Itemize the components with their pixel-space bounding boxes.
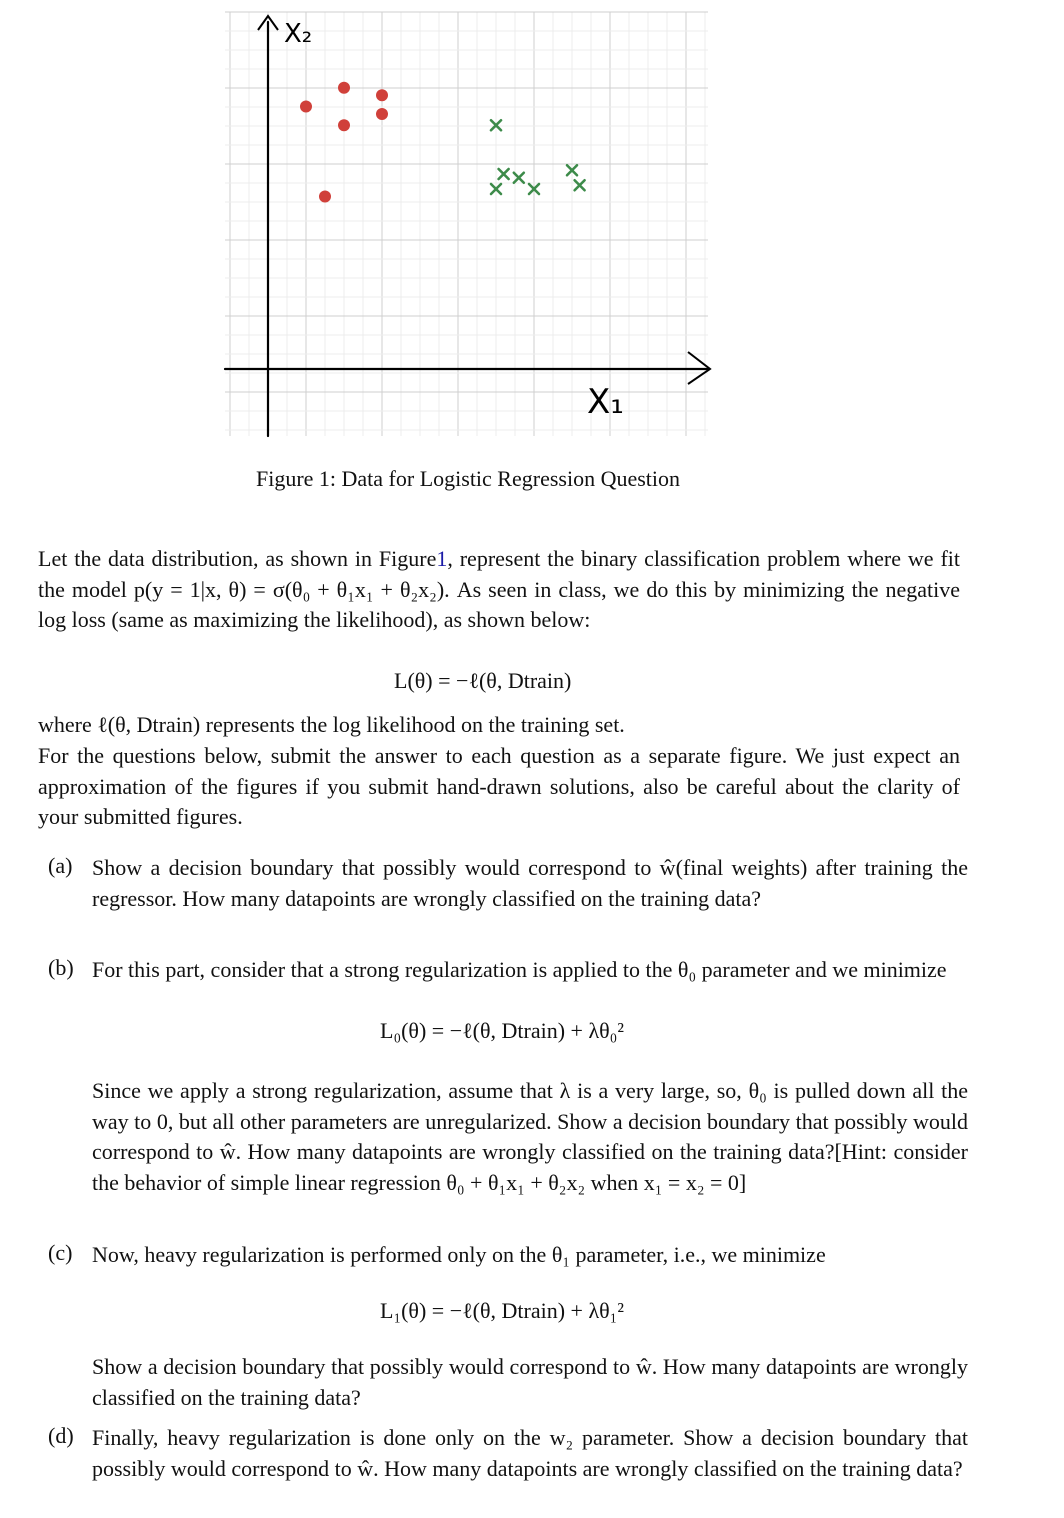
grid — [225, 12, 708, 436]
data-point-circle — [319, 191, 331, 203]
question-a-text: Show a decision boundary that possibly would correspond to ŵ(final weights) after training the regressor. How many datapoints are wrongly classified on the training data? — [92, 855, 968, 911]
data-point-cross — [575, 180, 585, 190]
equation-l1: L₁(θ) = −ℓ(θ, Dtrain) + λθ₁² — [380, 1298, 624, 1323]
equation-l0: L₀(θ) = −ℓ(θ, Dtrain) + λθ₀² — [380, 1018, 624, 1043]
question-c-text-2: Show a decision boundary that possibly would correspond to ŵ. How many datapoints are wrongly classified on the training data? — [92, 1354, 968, 1410]
data-point-cross — [499, 169, 509, 179]
data-point-circle — [300, 101, 312, 113]
data-point-circle — [376, 89, 388, 101]
figure-reference-link[interactable]: 1 — [436, 546, 448, 571]
intro-text-a: Let the data distribution, as shown in Figure — [38, 546, 437, 571]
question-b-text-2: Since we apply a strong regularization, assume that λ is a very large, so, θ₀ is pulled down all the way to 0, but all other parameters are unregularized. Show a decision boundary that possibly would correspond to ŵ. How many datapoints are wrongly classified on the training data?[Hint: consider the behavior of simple linear regression θ₀ + θ₁x₁ + θ₂x₂ when x₁ = x₂ = 0] — [92, 1078, 968, 1195]
question-c-text-1: Now, heavy regularization is performed only on the θ₁ parameter, i.e., we minimize — [92, 1242, 826, 1267]
log-likelihood-note: where ℓ(θ, Dtrain) represents the log likelihood on the training set. — [38, 712, 625, 737]
figure-caption: Figure 1: Data for Logistic Regression Question — [255, 466, 681, 491]
x2-axis-label: X₂ — [284, 19, 313, 49]
scatter-figure — [0, 0, 1064, 445]
intro-paragraph — [38, 544, 960, 636]
data-point-circle — [338, 119, 350, 131]
equation-loss: L(θ) = −ℓ(θ, Dtrain) — [394, 668, 572, 693]
question-b-text-1: For this part, consider that a strong regularization is applied to the θ₀ parameter and we minimize — [92, 957, 947, 982]
x1-axis-label: X₁ — [587, 382, 624, 422]
intro-text-b: , represent the binary classification problem where we fit the model p(y = 1|x, θ) = σ(θ₀ + θ₁x₁ + θ₂x₂). As seen in class, we do this by minimizing the negative log loss (same as maximizing the likelihood), as shown below: — [38, 546, 960, 632]
data-point-circle — [338, 82, 350, 94]
question-d-text: Finally, heavy regularization is done only on the w₂ parameter. Show a decision boundary that possibly would correspond to ŵ. How many datapoints are wrongly classified on the training data? — [92, 1425, 968, 1481]
question-b-label: (b) — [48, 955, 74, 980]
question-c-label: (c) — [48, 1240, 73, 1265]
question-d-label: (d) — [48, 1423, 74, 1448]
question-a-label: (a) — [48, 853, 73, 878]
instructions-paragraph: For the questions below, submit the answer to each question as a separate figure. We just expect an approximation of the figures if you submit hand-drawn solutions, also be careful about the clarity of your submitted figures. — [38, 743, 960, 829]
data-points — [300, 82, 585, 203]
data-point-circle — [376, 108, 388, 120]
